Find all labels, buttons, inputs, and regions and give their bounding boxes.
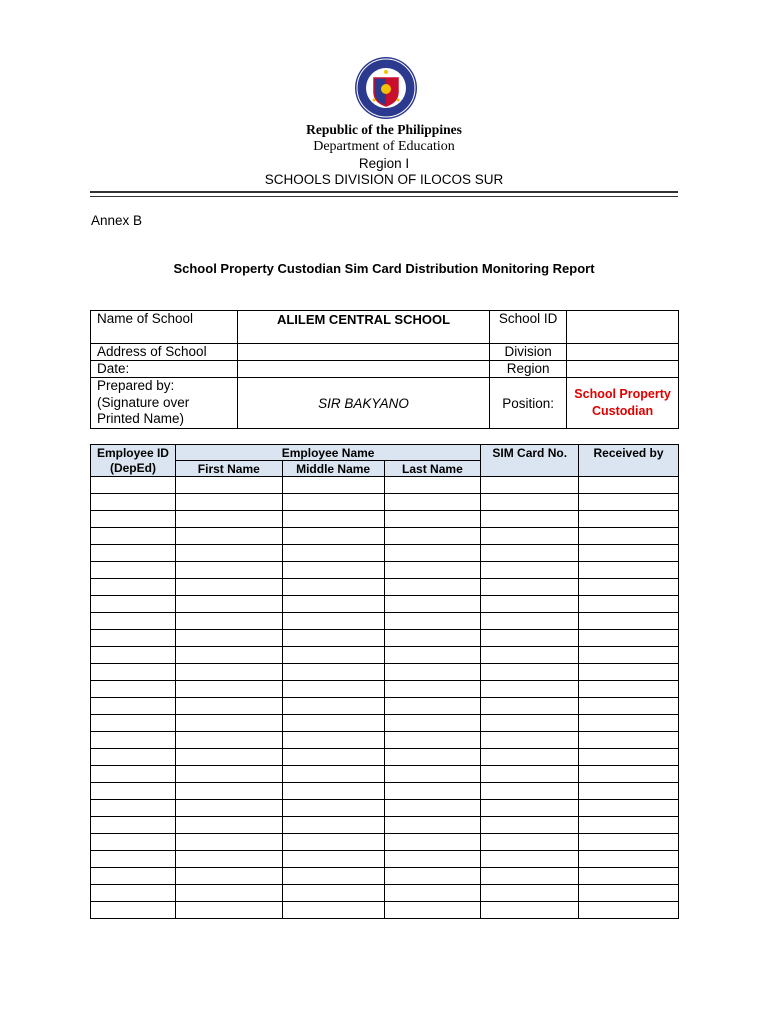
table-cell[interactable] [481,834,579,851]
prepared-by-label [91,378,238,429]
table-cell[interactable] [91,545,176,562]
table-row [91,545,679,562]
table-cell[interactable] [175,783,282,800]
table-cell[interactable] [175,817,282,834]
division-label: Division [490,344,567,361]
table-cell[interactable] [481,851,579,868]
prepared-by-line-1: Prepared by: [97,378,175,393]
table-cell[interactable] [175,562,282,579]
table-cell[interactable] [91,766,176,783]
table-cell[interactable] [91,681,176,698]
prepared-by-line-2: (Signature over [97,394,190,410]
table-row [91,647,679,664]
table-cell[interactable] [384,681,481,698]
table-cell[interactable] [579,783,679,800]
header-divider-thin [90,196,678,197]
table-cell[interactable] [384,545,481,562]
col-sim-card-no: SIM Card No. [481,445,579,477]
report-title: School Property Custodian Sim Card Distribution Monitoring Report [173,261,595,276]
table-cell[interactable] [91,749,176,766]
table-cell[interactable] [579,664,679,681]
table-row [91,528,679,545]
table-cell[interactable] [579,545,679,562]
table-cell[interactable] [481,613,579,630]
table-cell[interactable] [384,851,481,868]
table-cell[interactable] [481,766,579,783]
table-cell[interactable] [579,579,679,596]
table-cell[interactable] [91,596,176,613]
table-cell[interactable] [175,528,282,545]
table-cell[interactable] [579,715,679,732]
table-cell[interactable] [282,528,384,545]
table-cell[interactable] [481,630,579,647]
table-cell[interactable] [579,562,679,579]
table-row [91,749,679,766]
employee-table-body [91,477,679,919]
table-row [91,613,679,630]
name-of-school-value[interactable]: ALILEM CENTRAL SCHOOL [237,311,489,344]
table-row [91,715,679,732]
table-cell[interactable] [282,749,384,766]
table-cell[interactable] [384,715,481,732]
table-cell[interactable] [481,715,579,732]
annex-label: Annex B [91,213,143,228]
table-cell[interactable] [282,715,384,732]
table-cell[interactable] [579,511,679,528]
table-cell[interactable] [384,817,481,834]
table-cell[interactable] [282,494,384,511]
table-cell[interactable] [175,477,282,494]
table-cell[interactable] [175,647,282,664]
table-cell[interactable] [481,732,579,749]
address-value[interactable] [237,344,489,361]
table-cell[interactable] [579,681,679,698]
table-cell[interactable] [579,868,679,885]
division-value[interactable] [567,344,679,361]
table-cell[interactable] [175,579,282,596]
table-cell[interactable] [91,477,176,494]
table-row [91,596,679,613]
table-cell[interactable] [579,817,679,834]
table-row [91,885,679,902]
table-cell[interactable] [481,664,579,681]
table-cell[interactable] [384,613,481,630]
table-cell[interactable] [91,647,176,664]
table-cell[interactable] [91,885,176,902]
table-cell[interactable] [384,834,481,851]
school-id-value[interactable] [567,311,679,344]
table-cell[interactable] [481,783,579,800]
col-employee-id: Employee ID (DepEd) [91,445,176,477]
table-row [91,630,679,647]
table-cell[interactable] [282,596,384,613]
table-cell[interactable] [175,596,282,613]
table-cell[interactable] [91,715,176,732]
table-row [91,817,679,834]
table-cell[interactable] [579,613,679,630]
table-cell[interactable] [384,511,481,528]
table-cell[interactable] [481,528,579,545]
table-row [91,732,679,749]
table-cell[interactable] [282,766,384,783]
table-row [91,664,679,681]
table-cell[interactable] [384,562,481,579]
table-cell[interactable] [282,647,384,664]
header-division: SCHOOLS DIVISION OF ILOCOS SUR [264,172,504,187]
table-cell[interactable] [481,868,579,885]
header-republic: Republic of the Philippines [306,122,462,137]
table-cell[interactable] [91,732,176,749]
table-cell[interactable] [481,579,579,596]
table-row [91,766,679,783]
table-row [91,477,679,494]
table-cell[interactable] [282,477,384,494]
table-cell[interactable] [579,477,679,494]
table-cell[interactable] [282,885,384,902]
table-cell[interactable] [282,868,384,885]
table-cell[interactable] [91,613,176,630]
table-cell[interactable] [175,834,282,851]
date-value[interactable] [237,361,489,378]
table-cell[interactable] [481,477,579,494]
table-cell[interactable] [282,545,384,562]
date-label: Date: [91,361,238,378]
table-cell[interactable] [175,698,282,715]
table-cell[interactable] [175,732,282,749]
table-row [91,902,679,919]
table-cell[interactable] [579,596,679,613]
table-cell[interactable] [282,681,384,698]
table-cell[interactable] [91,834,176,851]
col-first-name: First Name [175,461,282,477]
col-middle-name: Middle Name [282,461,384,477]
table-cell[interactable] [282,834,384,851]
table-row [91,800,679,817]
table-cell[interactable] [481,749,579,766]
table-cell[interactable] [91,851,176,868]
table-cell[interactable] [579,902,679,919]
table-cell[interactable] [384,766,481,783]
table-cell[interactable] [384,664,481,681]
table-cell[interactable] [384,579,481,596]
table-cell[interactable] [282,851,384,868]
deped-seal-icon [354,56,418,120]
table-cell[interactable] [579,766,679,783]
table-cell[interactable] [282,579,384,596]
table-cell[interactable] [579,630,679,647]
table-cell[interactable] [384,885,481,902]
table-cell[interactable] [175,613,282,630]
table-cell[interactable] [282,511,384,528]
table-cell[interactable] [175,766,282,783]
table-cell[interactable] [175,494,282,511]
region-label: Region [490,361,567,378]
table-cell[interactable] [91,698,176,715]
table-row [91,494,679,511]
table-cell[interactable] [175,868,282,885]
table-cell[interactable] [481,902,579,919]
table-cell[interactable] [579,834,679,851]
prepared-by-line-3: Printed Name) [97,411,185,426]
table-cell[interactable] [282,902,384,919]
table-cell[interactable] [579,851,679,868]
col-received-by: Received by [579,445,679,477]
table-cell[interactable] [282,783,384,800]
table-cell[interactable] [481,562,579,579]
col-last-name: Last Name [384,461,481,477]
table-cell[interactable] [175,885,282,902]
table-cell[interactable] [384,596,481,613]
table-row [91,698,679,715]
table-cell[interactable] [175,545,282,562]
table-cell[interactable] [282,732,384,749]
header-department: Department of Education [313,139,455,154]
table-cell[interactable] [91,511,176,528]
table-cell[interactable] [282,800,384,817]
table-cell[interactable] [91,902,176,919]
table-cell[interactable] [384,783,481,800]
table-cell[interactable] [91,494,176,511]
table-cell[interactable] [91,579,176,596]
table-cell[interactable] [579,528,679,545]
table-cell[interactable] [481,511,579,528]
table-cell[interactable] [91,817,176,834]
table-cell[interactable] [175,630,282,647]
table-cell[interactable] [579,698,679,715]
table-row [91,562,679,579]
table-cell[interactable] [579,800,679,817]
name-of-school-label: Name of School [91,311,238,344]
table-cell[interactable] [175,902,282,919]
table-cell[interactable] [579,494,679,511]
table-cell[interactable] [175,749,282,766]
table-cell[interactable] [91,630,176,647]
table-cell[interactable] [579,732,679,749]
employee-sim-table [90,444,679,919]
table-cell[interactable] [481,647,579,664]
table-cell[interactable] [282,613,384,630]
position-value[interactable]: School Property Custodian [567,378,679,429]
table-row [91,851,679,868]
table-row [91,681,679,698]
table-cell[interactable] [91,868,176,885]
school-id-label: School ID [490,311,567,344]
table-cell[interactable] [282,630,384,647]
table-cell[interactable] [384,647,481,664]
table-cell[interactable] [175,715,282,732]
table-cell[interactable] [384,494,481,511]
table-cell[interactable] [282,817,384,834]
table-cell[interactable] [91,664,176,681]
table-cell[interactable] [384,800,481,817]
table-cell[interactable] [384,630,481,647]
table-row [91,783,679,800]
address-label: Address of School [91,344,238,361]
table-cell[interactable] [384,698,481,715]
header-region: Region I [358,156,410,171]
table-cell[interactable] [282,664,384,681]
table-cell[interactable] [579,749,679,766]
table-cell[interactable] [91,528,176,545]
table-cell[interactable] [175,511,282,528]
table-cell[interactable] [481,817,579,834]
table-cell[interactable] [384,477,481,494]
table-row [91,834,679,851]
table-cell[interactable] [91,783,176,800]
table-cell[interactable] [175,851,282,868]
table-cell[interactable] [384,528,481,545]
table-cell[interactable] [384,902,481,919]
table-cell[interactable] [481,494,579,511]
table-cell[interactable] [384,749,481,766]
region-value[interactable] [567,361,679,378]
table-cell[interactable] [481,800,579,817]
school-info-table [90,310,679,429]
table-row [91,579,679,596]
table-cell[interactable] [481,596,579,613]
col-employee-name: Employee Name [175,445,480,461]
table-cell[interactable] [91,562,176,579]
table-cell[interactable] [282,698,384,715]
header-divider-thick [90,191,678,193]
table-cell[interactable] [579,885,679,902]
table-cell[interactable] [481,885,579,902]
table-cell[interactable] [384,868,481,885]
table-cell[interactable] [481,681,579,698]
table-cell[interactable] [384,732,481,749]
prepared-by-value[interactable]: SIR BAKYANO [237,378,489,429]
table-cell[interactable] [481,545,579,562]
table-row [91,868,679,885]
table-cell[interactable] [175,681,282,698]
table-cell[interactable] [175,800,282,817]
table-cell[interactable] [91,800,176,817]
table-cell[interactable] [481,698,579,715]
table-cell[interactable] [579,647,679,664]
position-label: Position: [490,378,567,429]
table-cell[interactable] [282,562,384,579]
table-cell[interactable] [175,664,282,681]
table-row [91,511,679,528]
